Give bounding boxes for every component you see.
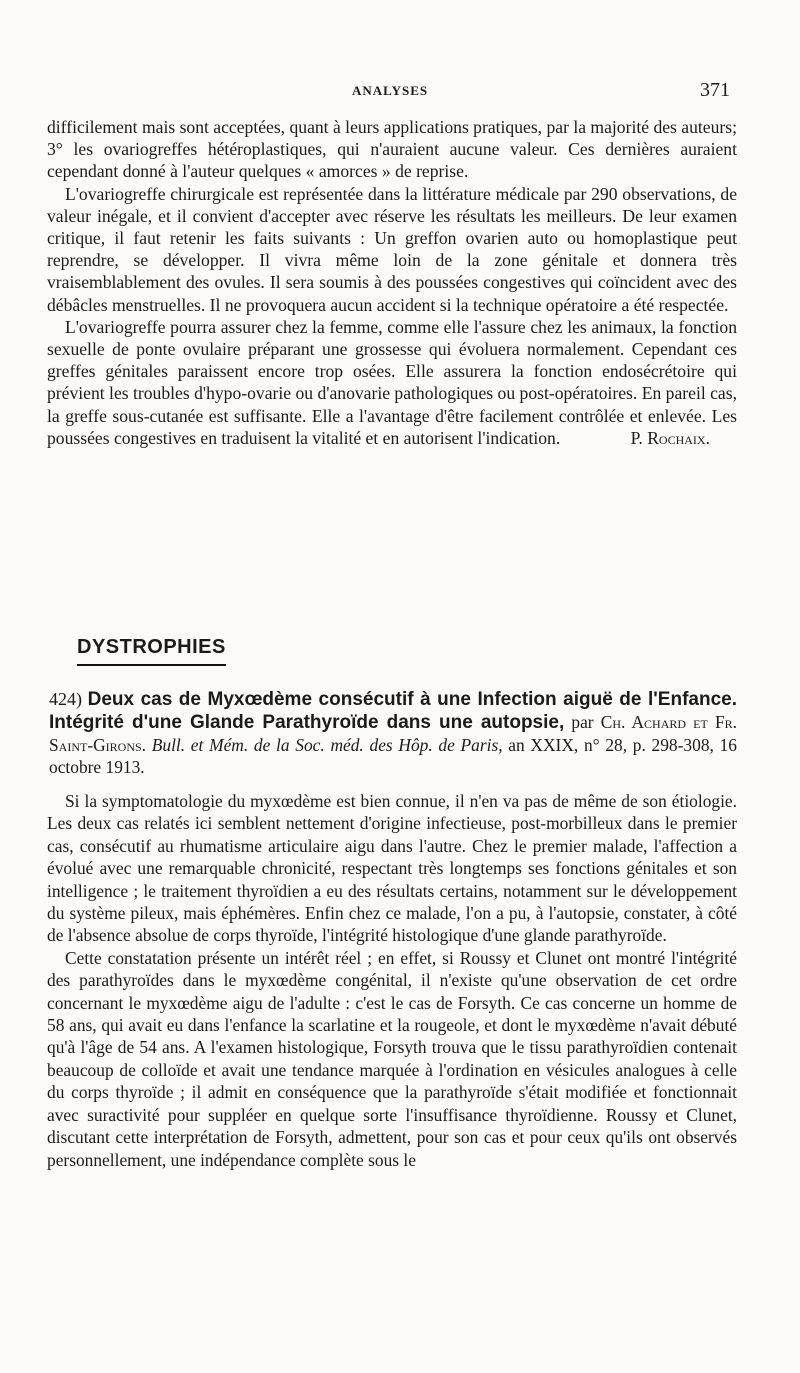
running-title: ANALYSES bbox=[352, 83, 429, 98]
entry-header bbox=[49, 688, 737, 778]
paragraph: L'ovariogreffe chirurgicale est représentée dans la littérature médicale par 290 observations, de valeur inégale, et il convient d'accepter avec réserve les résultats les meilleurs. De leur examen critique, il faut retenir les faits suivants : Un greffon ovarien auto ou homoplastique peut reprendre, se développer. Il vivra même loin de la zone génitale et donnera très vraisemblablement des ovules. Il sera soumis à des poussées congestives qui coïncident avec des débâcles menstruelles. Il ne provoquera aucun accident si la technique opératoire a été respectée. bbox=[47, 183, 737, 315]
page-number: 371 bbox=[700, 79, 730, 101]
entry-citation: an XXIX, n° 28, p. 298-308, 16 octobre 1913. bbox=[49, 735, 737, 777]
entry-by: par bbox=[571, 712, 594, 732]
entry-body bbox=[47, 790, 737, 1171]
entry-title: Deux cas de Myxœdème consécutif à une Infection aiguë de l'Enfance. Intégrité d'une Glande Parathyroïde dans une autopsie, bbox=[49, 689, 737, 733]
previous-article-text bbox=[47, 116, 737, 449]
paragraph: difficilement mais sont acceptées, quant à leurs applications pratiques, par la majorité des auteurs; 3° les ovariogreffes hétéroplastiques, qui n'auraient aucune valeur. Ces dernières auraient cependant donné à l'auteur quelques « amorces » de reprise. bbox=[47, 117, 737, 182]
paragraph: L'ovariogreffe pourra assurer chez la femme, comme elle l'assure chez les animaux, la fonction sexuelle de ponte ovulaire préparant une grossesse qui évoluera normalement. Cependant ces greffes génitales paraissent encore trop osées. Elle assurera la fonction endosécrétoire qui prévient les troubles d'hypo-ovarie ou d'anovarie pathologiques ou post-opératoires. En pareil cas, la greffe sous-cutanée est suffisante. Elle a l'avantage d'être facilement contrôlée et enlevée. Les poussées congestives en traduisent la vitalité et en autorisent l'indication. bbox=[47, 316, 737, 448]
entry-journal: Bull. et Mém. de la Soc. méd. des Hôp. de Paris, bbox=[151, 735, 503, 755]
paragraph: Si la symptomatologie du myxœdème est bien connue, il n'en va pas de même de son étiologie. Les deux cas relatés ici semblent nettement d'origine infectieuse, post-morbilleux dans le premier cas, consécutif au rhumatisme articulaire aigu dans l'autre. Chez le premier malade, l'affection a évolué avec une remarquable chronicité, respectant très longtemps ses fonctions génitales et son intelligence ; le traitement thyroïdien a eu des résultats certains, notamment sur le développement du système pileux, mais éphémères. Enfin chez ce malade, l'on a pu, à l'autopsie, constater, à côté de l'absence absolue de corps thyroïde, l'intégrité histologique d'une glande parathyroïde. bbox=[47, 791, 737, 946]
entry-authors: Ch. Achard et Fr. Saint-Girons. bbox=[49, 712, 737, 755]
author-signature: P. Rochaix. bbox=[630, 428, 710, 449]
entry-number: 424) bbox=[49, 689, 82, 709]
paragraph: Cette constatation présente un intérêt réel ; en effet, si Roussy et Clunet ont montré l'intégrité des parathyroïdes dans le myxœdème congénital, il n'existe qu'une observation de cet ordre concernant le myxœdème aigu de l'adulte : c'est le cas de Forsyth. Ce cas concerne un homme de 58 ans, qui avait eu dans l'enfance la scarlatine et la rougeole, et dont le myxœdème n'avait débuté qu'à l'âge de 54 ans. A l'examen histologique, Forsyth trouva que le tissu parathyroïdien contenait beaucoup de colloïde et avait une tendance marquée à l'ordination en vésicules analogues à celle du corps thyroïde ; il admit en conséquence que la parathyroïde s'était modifiée et fonctionnait avec suractivité pour suppléer en quelque sorte l'insuffisance thyroïdienne. Roussy et Clunet, discutant cette interprétation de Forsyth, admettent, pour son cas et pour ceux qu'ils ont observés personnellement, une indépendance complète sous le bbox=[47, 947, 737, 1170]
section-heading: DYSTROPHIES bbox=[77, 636, 226, 666]
running-header bbox=[0, 79, 800, 107]
